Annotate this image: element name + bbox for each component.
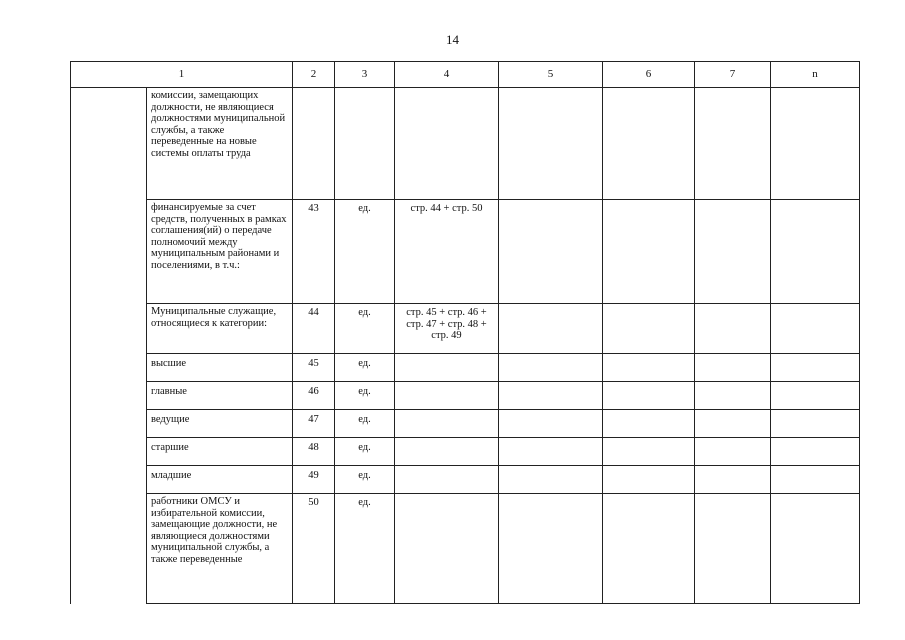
row-formula [395,466,499,494]
row-unit: ед. [335,382,395,410]
cell-col-6 [603,304,695,354]
cell-col-n [771,438,860,466]
row-unit: ед. [335,304,395,354]
row-name: комиссии, замещающих должности, не являющиеся должностями муниципальной службы, а также переведенные на новые системы оплаты труда [147,88,293,200]
row-formula [395,494,499,604]
row-formula [395,382,499,410]
row-formula [395,438,499,466]
cell-col-7 [695,200,771,304]
table-row [71,200,860,304]
cell-col-6 [603,200,695,304]
cell-col-6 [603,354,695,382]
cell-col-6 [603,494,695,604]
row-code: 45 [293,354,335,382]
row-name: высшие [147,354,293,382]
cell-col-n [771,354,860,382]
cell-col-n [771,410,860,438]
row-code: 48 [293,438,335,466]
row-code: 43 [293,200,335,304]
cell-col-5 [499,410,603,438]
cell-col-7 [695,494,771,604]
row-name: Муниципальные служащие, относящиеся к категории: [147,304,293,354]
table-row [71,382,860,410]
column-header-5: 5 [499,62,603,88]
page-number: 14 [446,32,459,47]
cell-col-n [771,466,860,494]
row-name: финансируемые за счет средств, полученных в рамках соглашения(ий) о передаче полномочий между муниципальным районами и поселениями, в т.ч.: [147,200,293,304]
table-row [71,410,860,438]
row-unit: ед. [335,410,395,438]
row-formula [395,410,499,438]
cell-col-6 [603,382,695,410]
row-name: младшие [147,466,293,494]
row-unit [335,88,395,200]
cell-col-7 [695,438,771,466]
report-table [70,61,860,604]
table-row [71,88,860,200]
row-unit: ед. [335,466,395,494]
row-code [293,88,335,200]
row-name: главные [147,382,293,410]
cell-col-5 [499,354,603,382]
row-name: ведущие [147,410,293,438]
cell-col-5 [499,88,603,200]
row-formula: стр. 45 + стр. 46 + стр. 47 + стр. 48 + стр. 49 [395,304,499,354]
cell-col-7 [695,466,771,494]
row-formula: стр. 44 + стр. 50 [395,200,499,304]
cell-col-7 [695,304,771,354]
column-header-2: 2 [293,62,335,88]
cell-col-6 [603,466,695,494]
table-row [71,304,860,354]
cell-col-6 [603,438,695,466]
row-unit: ед. [335,200,395,304]
column-header-n: n [771,62,860,88]
row-formula [395,354,499,382]
cell-col-5 [499,304,603,354]
cell-col-n [771,382,860,410]
cell-col-7 [695,354,771,382]
cell-col-6 [603,88,695,200]
cell-col-5 [499,466,603,494]
column-header-1: 1 [71,62,293,88]
cell-col-n [771,200,860,304]
row-code: 46 [293,382,335,410]
row-code: 47 [293,410,335,438]
row-formula [395,88,499,200]
header-row [71,62,860,88]
row-unit: ед. [335,438,395,466]
row-code: 50 [293,494,335,604]
cell-col-5 [499,382,603,410]
cell-col-7 [695,410,771,438]
cell-col-5 [499,438,603,466]
column-header-7: 7 [695,62,771,88]
cell-col-7 [695,88,771,200]
cell-col-n [771,494,860,604]
row-code: 44 [293,304,335,354]
table-row [71,466,860,494]
row-unit: ед. [335,494,395,604]
row-name: работники ОМСУ и избирательной комиссии, замещающие должности, не являющиеся должностями муниципальной службы, а также переведенные [147,494,293,604]
table-row [71,354,860,382]
column-header-6: 6 [603,62,695,88]
cell-col-n [771,88,860,200]
table-row [71,438,860,466]
row-name: старшие [147,438,293,466]
column-header-4: 4 [395,62,499,88]
row-code: 49 [293,466,335,494]
cell-col-7 [695,382,771,410]
cell-col-6 [603,410,695,438]
group-cell [71,88,147,604]
cell-col-5 [499,200,603,304]
column-header-3: 3 [335,62,395,88]
table-row [71,494,860,604]
row-unit: ед. [335,354,395,382]
cell-col-n [771,304,860,354]
cell-col-5 [499,494,603,604]
